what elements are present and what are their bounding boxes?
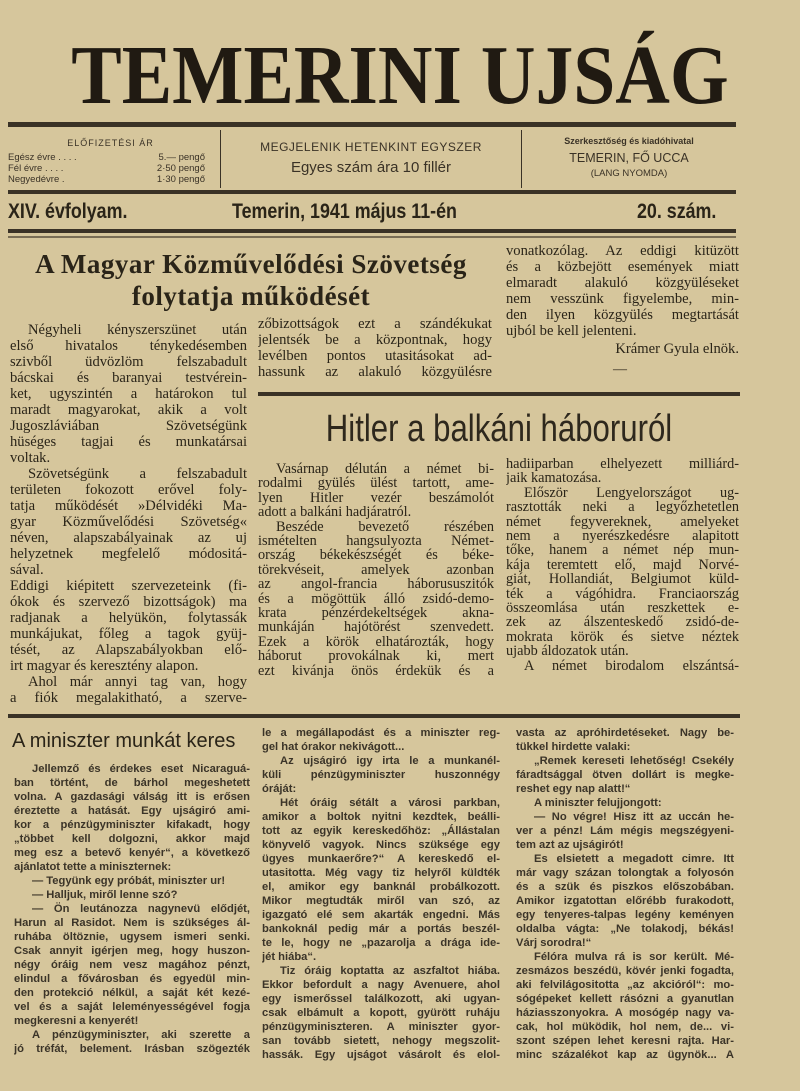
issue-date: Temerin, 1941 május 11-én <box>232 200 457 223</box>
price-row <box>8 174 205 185</box>
text-line: Hét óráig sétált a városi parkban, <box>280 797 500 809</box>
paragraph <box>506 457 739 486</box>
text-line: Szövetségünk a felszabadult <box>28 466 247 482</box>
text-line: le a megállapodást és a miniszter reg- <box>262 727 500 739</box>
text-line: Jugoszláviában Szövetségünk <box>10 418 247 434</box>
text-line: san tovább sietett, nehogy megszolit- <box>262 1035 500 1047</box>
text-line: ezt kivánja önös érdekük és a <box>258 663 494 679</box>
text-line: munkájukat, főleg a tagok gyüj- <box>10 626 247 642</box>
text-line: vonatkozólag. Az eddigi kitüzött <box>506 243 739 259</box>
editorial-label: Szerkesztőség és kiadóhivatal <box>564 136 694 146</box>
text-line: egy tenyeres-talpas legény keményen <box>516 909 734 921</box>
text-line: voltak. <box>10 450 51 466</box>
text-line: Ekkor befordult a nagy Avenuere, ahol <box>262 979 500 991</box>
text-line: és a szük és piszkos előszobában. <box>516 881 734 893</box>
text-line: Amikor izgatottan előrébb furakodott, <box>516 895 734 907</box>
text-line: Es elsietett a megadott cimre. Itt <box>534 853 734 865</box>
publication-box <box>221 130 521 188</box>
text-line: Ahol már annyi tag van, hogy <box>28 674 247 690</box>
paragraph <box>262 726 500 754</box>
article-column <box>516 726 734 1062</box>
text-line: Eddigi kiépitett szervezeteink (fi- <box>10 578 247 594</box>
paragraph <box>506 659 739 673</box>
paragraph <box>516 796 734 810</box>
text-line: te le, hogy ne „pazarolja a drága ide- <box>262 937 500 949</box>
text-line: levélben pontos utasitásokat ad- <box>258 348 492 364</box>
text-line: ujabb áldozatok után. <box>506 644 629 659</box>
text-line: és a mögöttük álló zsidó-demo- <box>258 591 494 607</box>
text-line: A miniszter felujjongott: <box>534 797 662 809</box>
end-mark: — <box>613 362 627 377</box>
text-line: ruhába öltöznie, ugysem ismeri senki. <box>14 931 250 943</box>
text-line: csak elbámult a kopott, gyürött ruháju <box>262 1007 500 1019</box>
text-line: helyzetnek megfelelő módositá- <box>10 546 247 562</box>
text-line: volna. A gazdasági válság itt is erősen <box>14 791 250 803</box>
text-line: ket, ugyszintén a határokon tul <box>10 386 247 402</box>
text-line: háborut provokálnak ki, mert <box>258 649 494 664</box>
text-line: oldalba vágta: „Ne tolakodj, békás! <box>516 923 734 935</box>
text-line: az angol-francia háborususzitók <box>258 577 494 592</box>
text-line: maradt magyarokat, akik a volt <box>10 402 247 418</box>
text-line: rasztották neki a legyőzhetetlen <box>506 500 739 515</box>
article-column <box>258 316 492 380</box>
paragraph <box>10 578 247 674</box>
text-line: ajánlatot tette a miniszternek: <box>14 861 172 873</box>
text-line: meg esz a betevő kenyér“, a következő <box>14 847 250 859</box>
text-line: den ilyen közgyülés megtartását <box>506 307 739 323</box>
text-line: „többet kell dolgozni, akkor majd <box>14 833 250 845</box>
text-line: irt magyar és keresztény alapon. <box>10 658 199 674</box>
text-line: mokrata körök és sietve néztek <box>506 629 739 645</box>
paragraph <box>14 762 250 874</box>
text-line: összeomlása után reszkettek e- <box>506 601 739 616</box>
frequency-text: MEGJELENIK HETENKINT EGYSZER <box>260 140 482 154</box>
price-label: Egész évre . . . . <box>8 152 77 163</box>
text-line: Csak annyit igérjen meg, hogy huszon- <box>14 945 250 957</box>
headline-line: folytatja működését <box>131 281 371 311</box>
paragraph <box>14 888 250 902</box>
text-line: krata pénzérdekeltségek akna- <box>258 606 494 621</box>
text-line: utasitotta. Még vagy tiz helyről küldték <box>262 867 500 879</box>
text-line: jelentsék be a központnak, hogy <box>258 332 492 348</box>
paragraph <box>516 950 734 1062</box>
article-headline <box>6 248 496 312</box>
text-line: hassák. Egy ujságot vásárolt és elol- <box>262 1049 500 1061</box>
article-headline: A miniszter munkát keres <box>12 730 236 752</box>
text-line: óráját: <box>262 783 297 795</box>
text-line: Ezek a körök elhatározták, hogy <box>258 634 494 650</box>
text-line: ismételten hangsulyozta Német- <box>258 534 494 549</box>
text-line: törekvéseit, amelyek azonban <box>258 562 494 578</box>
text-line: — No végre! Hisz itt az uccán he- <box>534 811 734 823</box>
price-row <box>8 163 205 174</box>
paragraph <box>506 486 739 659</box>
paragraph <box>10 466 247 578</box>
text-line: ték a vágóhidra. Franciaország <box>506 586 739 602</box>
text-line: vel és a saját leleményességével fogja <box>14 1001 250 1013</box>
text-line: Félóra mulva rá is sor került. Mé- <box>534 951 734 963</box>
text-line: jó tréfát, belement. Irásban szögezték <box>14 1043 250 1055</box>
article-headline: Hitler a balkáni háboruról <box>325 408 673 450</box>
divider <box>8 229 736 233</box>
headline-line: A Magyar Közművelődési Szövetség <box>35 249 467 279</box>
text-line: zesmázos beszédü, kövér jenki fogadta, <box>516 965 734 977</box>
paragraph <box>516 726 734 754</box>
issue-number: 20. szám. <box>637 200 717 223</box>
text-line: — Halljuk, miről lenne szó? <box>32 889 178 901</box>
text-line: és a közbejött események miatt <box>506 259 739 275</box>
text-line: tatja működését »Délvidéki Ma- <box>10 498 247 514</box>
text-line: sával. <box>10 562 44 578</box>
text-line: szont szépen lehet keresni rajta. Har- <box>516 1035 734 1047</box>
text-line: egy ismerőssel találkozott, aki ugyan- <box>262 993 500 1005</box>
text-line: fáradtsággal ötven dollárt is megke- <box>516 769 734 781</box>
text-line: a fiók megalakitható, a szerve- <box>10 690 247 706</box>
paragraph <box>14 902 250 1028</box>
text-line: éreztette a hatását. Egy ujságiró ami- <box>14 805 250 817</box>
text-line: reshet egy nap alatt!“ <box>516 783 631 795</box>
text-line: Harun al Rasidot. Nem is szükséges ál- <box>14 917 250 929</box>
text-line: kája teremtett elő, majd Norvé- <box>506 557 739 573</box>
text-line: radjanak a helyükön, folytassák <box>10 610 247 626</box>
text-line: hadiiparban elhelyezett milliárd- <box>506 457 739 472</box>
text-line: néven, alapszabályainak az uj <box>10 530 247 546</box>
subscription-box <box>8 130 213 188</box>
issue-price: Egyes szám ára 10 fillér <box>290 159 452 176</box>
paragraph <box>258 520 494 678</box>
article-column <box>262 726 500 1062</box>
text-line: jét hiába“. <box>262 951 317 963</box>
text-line: vasta az apróhirdetéseket. Nagy be- <box>516 727 734 739</box>
text-line: ban történt, de bárhol megeshetett <box>14 777 250 789</box>
text-line: zek az álszenteskedő zsidó-de- <box>506 615 739 630</box>
price-label: Fél évre . . . . <box>8 163 64 174</box>
paragraph <box>14 874 250 888</box>
text-line: Mikor megtudták miről van szó, az <box>262 895 500 907</box>
text-line: elmaradt alakuló közgyüléseket <box>506 275 739 291</box>
text-line: el, amikor egy banknál probálkozott. <box>262 881 500 893</box>
text-line: területen fokozott erővel foly- <box>10 482 247 498</box>
text-line: német fegyvereknek, amelyeket <box>506 514 739 530</box>
editorial-address: TEMERIN, FŐ UCCA <box>569 151 689 165</box>
price-row <box>8 152 205 163</box>
paragraph <box>516 852 734 950</box>
text-line: A pénzügyminiszter, aki szerette a <box>32 1029 250 1041</box>
text-line: A német birodalom elszántsá- <box>524 658 739 674</box>
text-line: aki felvilágositotta „az akcióról“: mo- <box>516 979 734 991</box>
text-line: négy óráig nem vesz magához pénzt, <box>14 959 250 971</box>
text-line: Az ujságiró igy irta le a munkanél- <box>280 755 500 767</box>
text-line: Jellemző és érdekes eset Nicaraguá- <box>32 763 250 775</box>
article-column <box>506 243 739 339</box>
price-label: Negyedévre . <box>8 174 65 185</box>
text-line: Vasárnap délután a német bi- <box>276 462 494 477</box>
text-line: nem a nyerészkedésre alapitott <box>506 529 739 544</box>
text-line: bankoknál pedig már a portás beszél- <box>262 923 500 935</box>
text-line: Először Lengyelországot ug- <box>524 485 739 501</box>
text-line: küli pénzügyminiszter huszonnégy <box>262 769 500 781</box>
text-line: ver a pénz! Lám mégis megszégyeni- <box>516 825 734 837</box>
text-line: Várj sorodra!“ <box>516 937 592 949</box>
text-line: háziasszonyokra. A mosógép nagy va- <box>516 1007 734 1019</box>
divider <box>8 122 736 127</box>
text-line: ügyes munkaerőre?“ A kereskedő el- <box>262 853 500 865</box>
text-line: hüséges tagjai és munkatársai <box>10 434 247 450</box>
text-line: kor a pénzügyminiszter kifakadt, hogy <box>14 819 250 831</box>
text-line: Tiz óráig koptatta az aszfaltot hiába. <box>280 965 500 977</box>
text-line: könyvelő vagyok. Nincs szüksége egy <box>262 839 500 851</box>
divider <box>8 190 736 194</box>
paragraph <box>258 462 494 520</box>
text-line: — Tegyünk egy próbát, miniszter ur! <box>32 875 226 887</box>
subscription-title: ELŐFIZETÉSI ÁR <box>67 138 154 148</box>
divider <box>258 392 740 396</box>
text-line: igazgató elé sem akarták engedni. Más <box>262 909 500 921</box>
text-line: jaik kamatozása. <box>506 471 602 486</box>
text-line: ország békekészségét és béke- <box>258 548 494 563</box>
text-line: első hivatalos ténykedésemben <box>10 338 247 354</box>
masthead-title: TEMERINI UJSÁG <box>71 29 729 122</box>
paragraph <box>10 674 247 706</box>
article-column <box>258 462 494 678</box>
editorial-box <box>522 130 736 188</box>
paragraph <box>262 964 500 1062</box>
text-line: lyen Hitler vezér beszámolót <box>258 490 494 506</box>
paragraph <box>506 243 739 339</box>
text-line: — Ön leutánozza nagynevü elődjét, <box>32 903 250 915</box>
text-line: hassunk az alakuló közgyülésre <box>258 364 492 380</box>
text-line: rodalmi gyülés ülést tartott, ame- <box>258 476 494 491</box>
divider <box>8 714 740 718</box>
price-value: 2·50 pengő <box>156 163 205 174</box>
text-line: szivből üdvözlöm felszabadult <box>10 354 247 370</box>
paragraph <box>10 322 247 466</box>
volume: XIV. évfolyam. <box>8 200 128 223</box>
divider <box>8 236 736 238</box>
text-line: Beszéde bevezető részében <box>276 519 494 535</box>
text-line: tőke, hanem a német nép mun- <box>506 543 739 558</box>
text-line: zőbizottságok ezt a szándékukat <box>258 316 492 332</box>
paragraph <box>262 796 500 964</box>
text-line: amikor a boltok nyitni kezdtek, beálli- <box>262 811 500 823</box>
text-line: már vagy százan tolongtak a folyosón <box>516 867 734 879</box>
text-line: gyar Közművelődési Szövetség« <box>10 514 247 530</box>
text-line: gel hat órakor nekivágott... <box>262 741 405 753</box>
text-line: tott az egyik kereskedőhöz: „Állástalan <box>262 825 500 837</box>
paragraph <box>14 1028 250 1056</box>
text-line: ujból be kell jelenteni. <box>506 323 637 339</box>
text-line: elindul a fővárosban és egyedül min- <box>14 973 250 985</box>
price-value: 1·30 pengő <box>156 174 205 185</box>
text-line: tését, az Alapszabályokban elő- <box>10 642 247 658</box>
price-value: 5.— pengő <box>158 152 205 163</box>
text-line: minc százalékot kap az ügynök... A <box>516 1049 734 1061</box>
printer-name: (LANG NYOMDA) <box>590 168 668 179</box>
paragraph <box>258 316 492 380</box>
text-line: nem vesszünk figyelembe, min- <box>506 291 739 307</box>
article-column <box>506 457 739 673</box>
text-line: pénzügyminiszteren. A miniszter gyor- <box>262 1021 500 1033</box>
text-line: tükkel hirdette valaki: <box>516 741 631 753</box>
text-line: adott a balkáni hadjáratról. <box>258 505 412 520</box>
paragraph <box>262 754 500 796</box>
text-line: Négyheli kényszerszünet után <box>28 322 247 338</box>
text-line: den protekció nélkül, a saját két kezé- <box>14 987 250 999</box>
article-signature: Krámer Gyula elnök. <box>615 341 739 357</box>
text-line: tem azt az ujságirót! <box>516 839 624 851</box>
text-line: ókok és szervező bizottságok) ma <box>10 594 247 610</box>
article-column <box>10 322 247 706</box>
text-line: sógépeket kellett rásózni a gyanutlan <box>516 993 734 1005</box>
paragraph <box>516 754 734 796</box>
text-line: cak, hol müködik, hol nem, de... vi- <box>516 1021 734 1033</box>
paragraph <box>516 810 734 852</box>
article-column <box>14 762 250 1056</box>
text-line: bácskai és baranyai testvérein- <box>10 370 247 386</box>
text-line: „Remek kereseti lehetőség! Csekély <box>534 755 734 767</box>
text-line: giát, Hollandiát, Belgiumot küld- <box>506 572 739 587</box>
text-line: munkáján hajótörést szenvedett. <box>258 620 494 635</box>
text-line: megkeresni a kenyerét! <box>14 1015 139 1027</box>
